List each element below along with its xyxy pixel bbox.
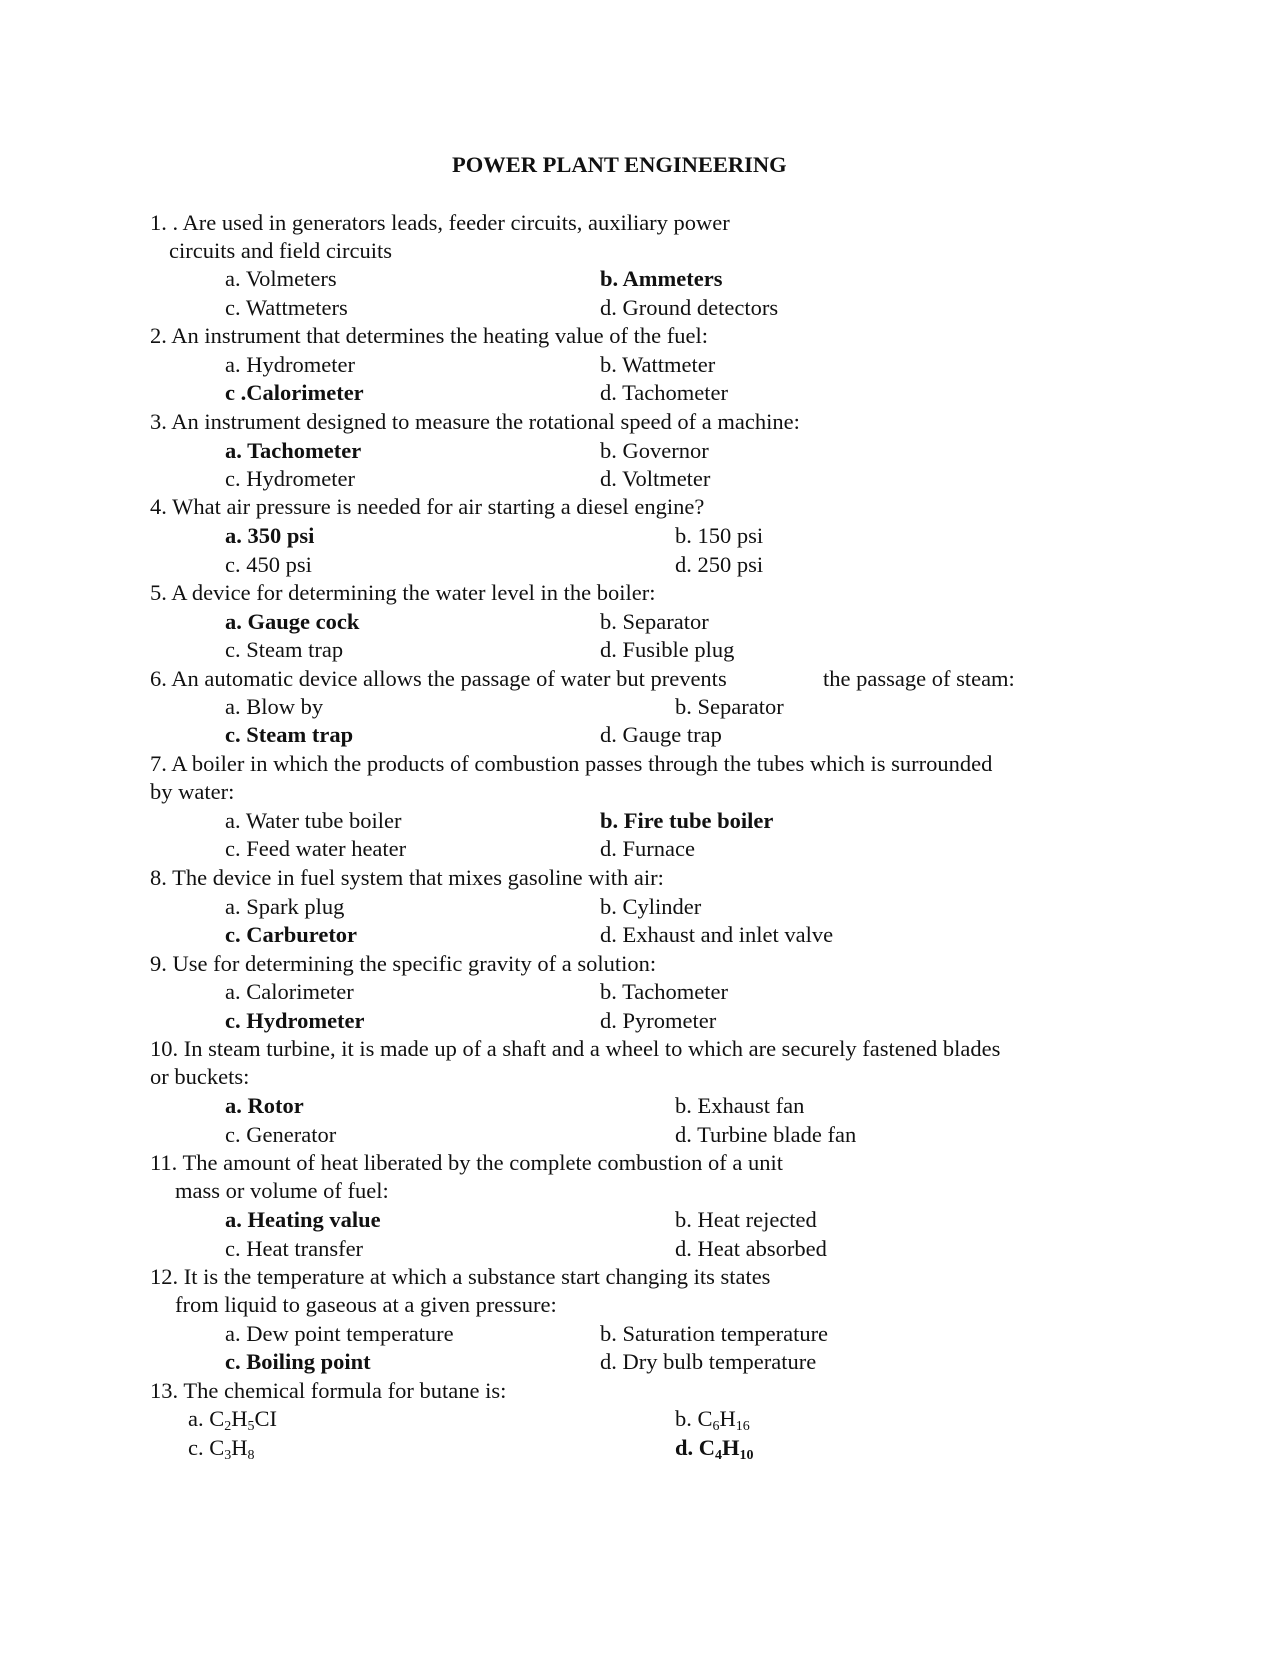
question-9-option-c-answer: c. Hydrometer: [225, 1008, 365, 1033]
question-4-option-c: c. 450 psi: [225, 552, 312, 577]
question-8-option-c-answer: c. Carburetor: [225, 922, 358, 947]
question-5-option-d: d. Fusible plug: [600, 637, 735, 662]
question-11-option-a-answer: a. Heating value: [225, 1207, 381, 1232]
question-3-option-d: d. Voltmeter: [600, 466, 711, 491]
question-6-option-a: a. Blow by: [225, 694, 324, 719]
question-7-option-c: c. Feed water heater: [225, 836, 407, 861]
question-4-option-a-answer: a. 350 psi: [225, 523, 315, 548]
question-2-option-c-answer: c .Calorimeter: [225, 380, 364, 405]
question-5-text: 5. A device for determining the water level in the boiler:: [150, 580, 656, 605]
question-4-option-b: b. 150 psi: [675, 523, 764, 548]
question-7-option-b-answer: b. Fire tube boiler: [600, 808, 774, 833]
question-2-option-a: a. Hydrometer: [225, 352, 355, 377]
question-1-option-b-answer: b. Ammeters: [600, 266, 723, 291]
question-10-text-cont: or buckets:: [150, 1064, 250, 1089]
question-12-option-d: d. Dry bulb temperature: [600, 1349, 817, 1374]
question-6-option-d: d. Gauge trap: [600, 722, 722, 747]
question-12-option-b: b. Saturation temperature: [600, 1321, 829, 1346]
question-5-option-a-answer: a. Gauge cock: [225, 609, 360, 634]
question-8-option-b: b. Cylinder: [600, 894, 702, 919]
question-1-option-d: d. Ground detectors: [600, 295, 779, 320]
question-6-option-b: b. Separator: [675, 694, 784, 719]
question-5-option-c: c. Steam trap: [225, 637, 344, 662]
question-7-option-d: d. Furnace: [600, 836, 695, 861]
question-6-option-c-answer: c. Steam trap: [225, 722, 354, 747]
question-11-option-b: b. Heat rejected: [675, 1207, 817, 1232]
question-10-option-c: c. Generator: [225, 1122, 337, 1147]
question-9-option-a: a. Calorimeter: [225, 979, 354, 1004]
question-10-option-b: b. Exhaust fan: [675, 1093, 805, 1118]
question-7-option-a: a. Water tube boiler: [225, 808, 402, 833]
question-12-option-a: a. Dew point temperature: [225, 1321, 454, 1346]
question-6-text-cont: the passage of steam:: [823, 666, 1015, 691]
question-11-option-c: c. Heat transfer: [225, 1236, 364, 1261]
question-9-option-d: d. Pyrometer: [600, 1008, 717, 1033]
question-6-text: 6. An automatic device allows the passage of water but prevents: [150, 666, 727, 691]
question-12-text: 12. It is the temperature at which a substance start changing its states: [150, 1264, 771, 1289]
question-8-text: 8. The device in fuel system that mixes gasoline with air:: [150, 865, 664, 890]
question-3-text: 3. An instrument designed to measure the rotational speed of a machine:: [150, 409, 800, 434]
question-2-option-b: b. Wattmeter: [600, 352, 716, 377]
question-3-option-a-answer: a. Tachometer: [225, 438, 362, 463]
question-1-option-a: a. Volmeters: [225, 266, 337, 291]
question-1-text: 1. . Are used in generators leads, feeder circuits, auxiliary power: [150, 210, 730, 235]
question-8-option-d: d. Exhaust and inlet valve: [600, 922, 834, 947]
question-3-option-c: c. Hydrometer: [225, 466, 355, 491]
question-10-option-d: d. Turbine blade fan: [675, 1122, 857, 1147]
question-9-text: 9. Use for determining the specific gravity of a solution:: [150, 951, 657, 976]
question-9-option-b: b. Tachometer: [600, 979, 728, 1004]
question-10-option-a-answer: a. Rotor: [225, 1093, 304, 1118]
question-13-option-d-answer: d. $C_4H_{10}$: [675, 1435, 754, 1463]
page-title: POWER PLANT ENGINEERING: [452, 152, 787, 177]
question-11-text: 11. The amount of heat liberated by the complete combustion of a unit: [150, 1150, 783, 1175]
question-7-text-cont: by water:: [150, 779, 235, 804]
question-10-text: 10. In steam turbine, it is made up of a shaft and a wheel to which are securely fastened blades: [150, 1036, 1001, 1061]
question-13-option-c: c. $C_3H_8$: [188, 1435, 255, 1463]
question-8-option-a: a. Spark plug: [225, 894, 345, 919]
question-13-option-b: b. $C_6H_{16}$: [675, 1406, 750, 1434]
question-5-option-b: b. Separator: [600, 609, 709, 634]
question-4-text: 4. What air pressure is needed for air starting a diesel engine?: [150, 494, 705, 519]
question-13-option-a: a. $C_2H_5CI$: [188, 1406, 277, 1434]
question-2-text: 2. An instrument that determines the heating value of the fuel:: [150, 323, 708, 348]
question-1-option-c: c. Wattmeters: [225, 295, 348, 320]
question-1-text-cont: circuits and field circuits: [169, 238, 393, 263]
question-12-option-c-answer: c. Boiling point: [225, 1349, 371, 1374]
question-13-text: 13. The chemical formula for butane is:: [150, 1378, 507, 1403]
question-11-text-cont: mass or volume of fuel:: [175, 1178, 389, 1203]
question-12-text-cont: from liquid to gaseous at a given pressure:: [175, 1292, 557, 1317]
question-2-option-d: d. Tachometer: [600, 380, 728, 405]
question-4-option-d: d. 250 psi: [675, 552, 764, 577]
question-7-text: 7. A boiler in which the products of combustion passes through the tubes which is surrounded: [150, 751, 993, 776]
question-11-option-d: d. Heat absorbed: [675, 1236, 827, 1261]
question-3-option-b: b. Governor: [600, 438, 709, 463]
